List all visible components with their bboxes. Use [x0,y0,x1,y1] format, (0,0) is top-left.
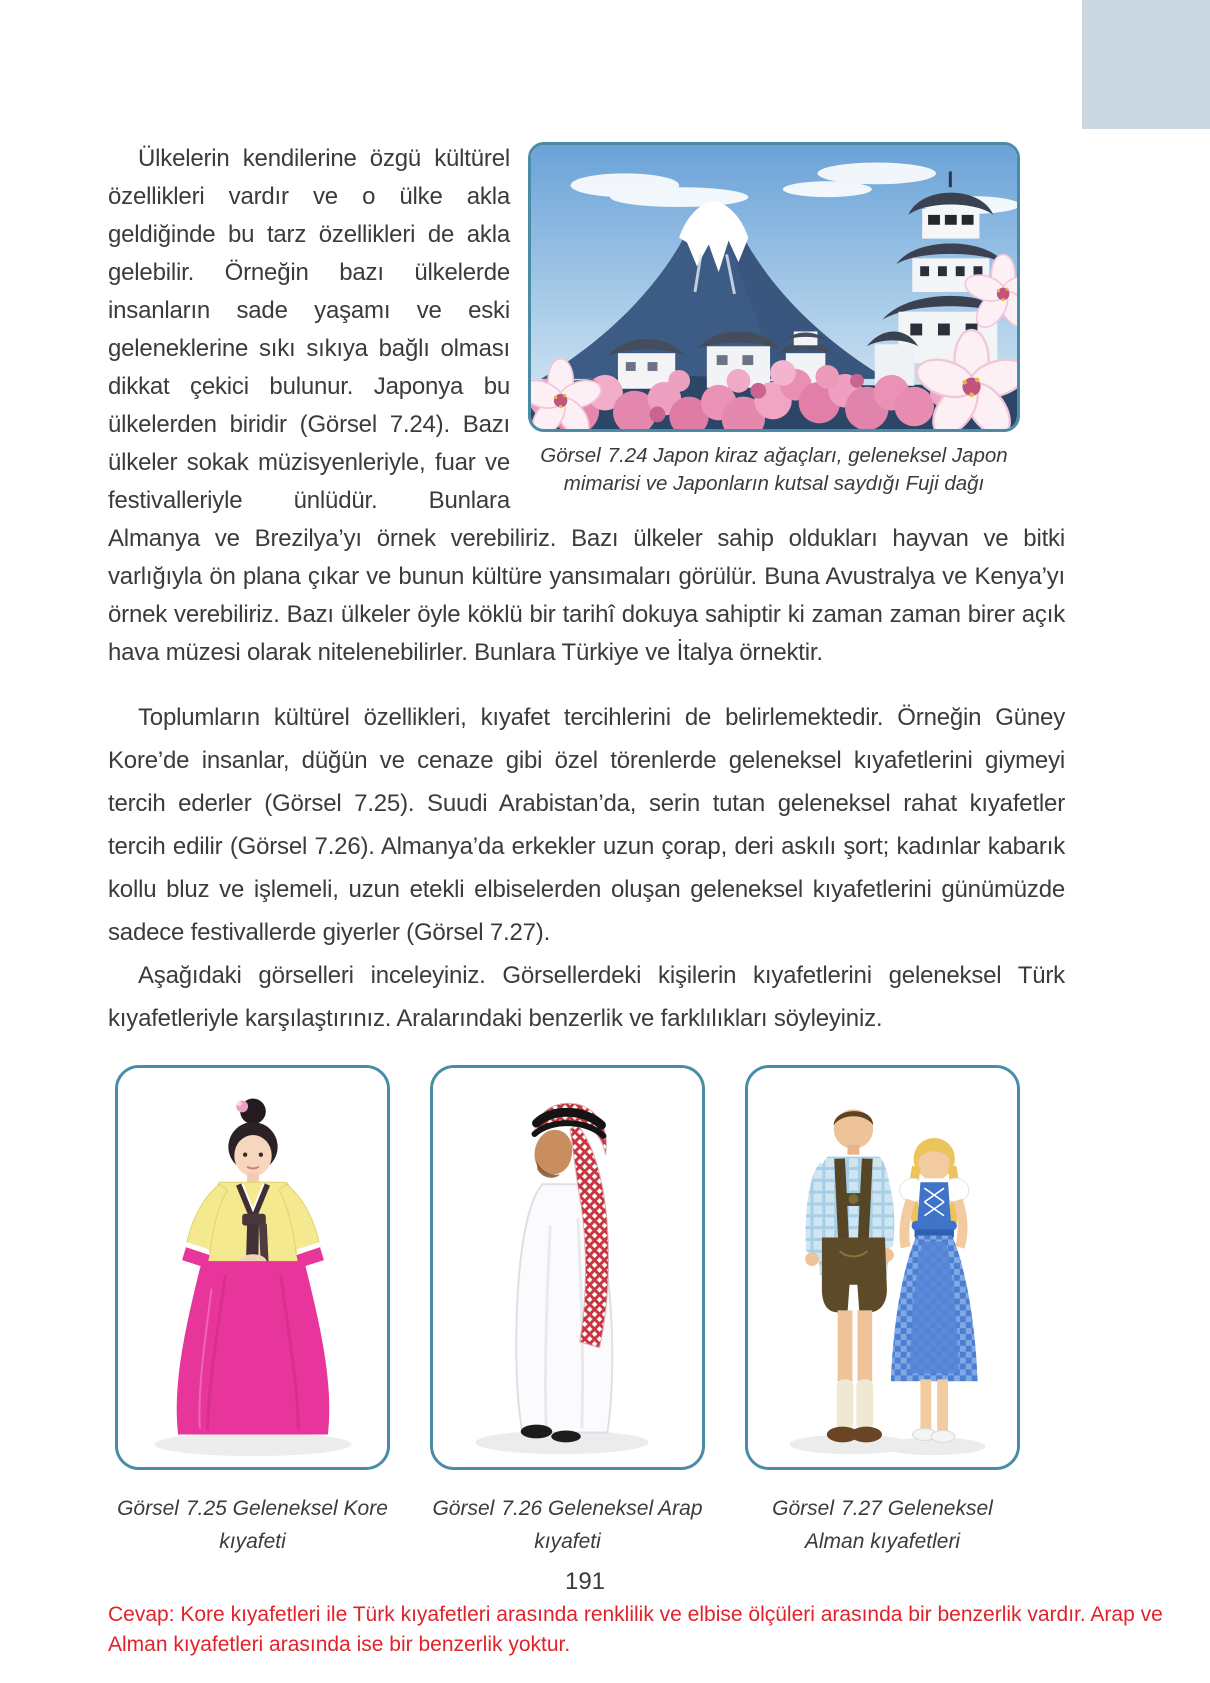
german-illustration [748,1068,1017,1467]
caption-number: 7.27 [841,1497,882,1520]
figure-arab-caption [430,1492,705,1558]
answer-note: Cevap: Kore kıyafetleri ile Türk kıyafetleri arasında renklilik ve elbise ölçüleri arasında bir benzerlik vardır. Arap ve Alman kıyafetleri arasında ise bir benzerlik yoktur. [108,1603,1163,1656]
caption-text: Geleneksel Arap kıyafeti [534,1497,703,1553]
german-couple-photo [745,1065,1020,1470]
corner-decoration [1082,0,1210,129]
figure-arab [430,1065,705,1558]
page-number: 191 [564,1568,606,1595]
figure-row [115,1065,1095,1558]
caption-number: 7.24 [607,444,648,467]
figure-korea-caption [115,1492,390,1558]
caption-text: Geleneksel Alman kıyafetleri [804,1497,993,1553]
floor-shadow [154,1433,351,1457]
caption-label: Görsel [432,1497,495,1520]
korea-hanbok-photo [115,1065,390,1470]
caption-number: 7.26 [501,1497,543,1520]
caption-label: Görsel [540,444,601,467]
caption-label: Görsel [772,1497,835,1520]
body-paragraph-2: Toplumların kültürel özellikleri, kıyafet tercihlerini de belirlemektedir. Örneğin Güney Kore’de insanlar, düğün ve cenaze gibi özel törenlerde geleneksel kıyafetlerini giymeyi tercih ederler (Görsel 7.25). Suudi Arabistan’da, serin tutan geleneksel rahat kıyafetler tercih edilir (Görsel 7.26). Almanya’da erkekler uzun çorap, deri askılı şort; kadınlar kabarık kollu bluz ve işlemeli, uzun etekli elbiselerden oluşan geleneksel kıyafetlerini günümüzde sadece festivallerde giyerler (Görsel 7.27). [108,704,1065,946]
arab-dress-photo [430,1065,705,1470]
figure-japan-caption [528,442,1020,498]
caption-number: 7.25 [185,1497,227,1520]
hanbok-illustration [118,1068,387,1467]
body-paragraph-1: Ülkelerin kendilerine özgü kültürel özellikleri vardır ve o ülke akla geldiğinde bu tarz özellikleri de akla gelebilir. Örneğin bazı ülkelerde insanların sade yaşamı ve eski geleneklerine sıkı sıkıya bağlı olması dikkat çekici bulunur. Japonya bu ülkelerden biridir (Görsel 7.24). Bazı ülkeler sokak müzisyenleriyle, fuar ve festivalleriyle ünlüdür. Bunlara Almanya ve Brezilya’yı örnek verebiliriz. Bazı ülkeler sahip oldukları hayvan ve bitki varlığıyla ön plana çıkar ve bunun kültüre yansımaları görülür. Buna Avustralya ve Kenya’yı örnek verebiliriz. Bazı ülkeler öyle köklü bir tarihî dokuya sahiptir ki zaman zaman birer açık hava müzesi olarak nitelenebilirler. Bunlara Türkiye ve İtalya örnektir. [108,145,1065,666]
japan-fuji-castle-photo [528,142,1020,432]
figure-german-caption [745,1492,1020,1558]
figure-japan [528,142,1020,498]
caption-text: Geleneksel Kore kıyafeti [219,1497,388,1553]
caption-label: Görsel [117,1497,179,1520]
caption-text: Japon kiraz ağaçları, geleneksel Japon mimarisi ve Japonların kutsal saydığı Fuji dağı [563,444,1008,495]
page-content [108,140,1065,1040]
arab-illustration [433,1068,702,1467]
figure-german [745,1065,1020,1558]
japan-photo-illustration [531,145,1017,429]
figure-korea [115,1065,390,1558]
body-paragraph-3: Aşağıdaki görselleri inceleyiniz. Görsellerdeki kişilerin kıyafetlerini geleneksel Türk kıyafetleriyle karşılaştırınız. Aralarındaki benzerlik ve farklılıkları söyleyiniz. [108,962,1065,1032]
